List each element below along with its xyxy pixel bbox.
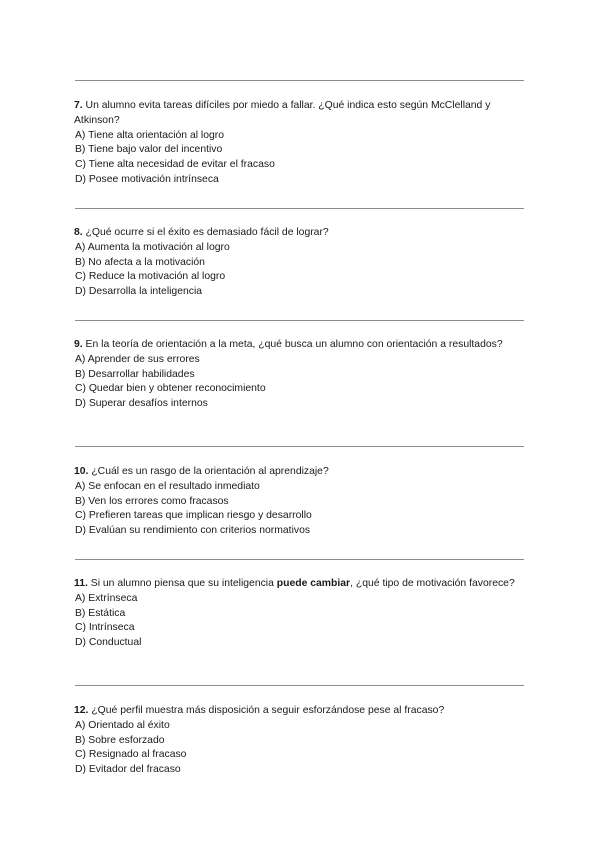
question-10 [74, 465, 534, 539]
option-d: D) Evitador del fracaso [75, 764, 181, 776]
option-b: B) Desarrollar habilidades [75, 368, 195, 380]
question-text: En la teoría de orientación a la meta, ¿qué busca un alumno con orientación a resultados? [82, 339, 503, 350]
question-11 [74, 577, 534, 651]
option-d: D) Posee motivación intrínseca [75, 173, 219, 185]
option-c: C) Prefieren tareas que implican riesgo y desarrollo [75, 510, 312, 522]
option-c: C) Resignado al fracaso [75, 749, 187, 761]
question-number: 7. [74, 100, 83, 111]
question-number: 9. [74, 339, 83, 350]
option-a: A) Se enfocan en el resultado inmediato [75, 480, 260, 492]
separator-line [75, 320, 524, 321]
question-stem [74, 577, 534, 592]
question-text-continued: , ¿qué tipo de motivación favorece? [350, 578, 515, 589]
separator-line [75, 80, 524, 81]
option-a: A) Aumenta la motivación al logro [75, 241, 230, 253]
question-number: 10. [74, 466, 89, 477]
question-text: Un alumno evita tareas difíciles por miedo a fallar. ¿Qué indica esto según McClelland y Atkinson? [74, 100, 491, 126]
option-b: B) No afecta a la motivación [75, 256, 205, 268]
question-text: ¿Qué ocurre si el éxito es demasiado fácil de lograr? [82, 227, 329, 238]
option-c: C) Tiene alta necesidad de evitar el fracaso [75, 159, 275, 171]
question-8 [74, 226, 534, 300]
option-a: A) Tiene alta orientación al logro [75, 129, 225, 141]
option-a: A) Aprender de sus errores [75, 353, 200, 365]
question-number: 8. [74, 227, 83, 238]
option-d: D) Superar desafíos internos [75, 398, 208, 410]
option-c: C) Reduce la motivación al logro [75, 271, 226, 283]
separator-line [75, 685, 524, 686]
option-c: C) Intrínseca [75, 622, 135, 634]
question-stem [74, 226, 534, 241]
question-number: 12. [74, 705, 89, 716]
question-9 [74, 338, 534, 412]
question-text: Si un alumno piensa que su inteligencia [87, 578, 277, 589]
question-text: ¿Cuál es un rasgo de la orientación al aprendizaje? [88, 466, 329, 477]
question-number: 11. [74, 578, 88, 589]
option-c: C) Quedar bien y obtener reconocimiento [75, 383, 266, 395]
option-a: A) Orientado al éxito [75, 719, 170, 731]
question-7 [74, 99, 534, 188]
question-stem [74, 338, 534, 353]
option-d: D) Evalúan su rendimiento con criterios normativos [75, 525, 311, 537]
option-b: B) Tiene bajo valor del incentivo [75, 144, 223, 156]
separator-line [75, 446, 524, 447]
option-d: D) Conductual [75, 637, 142, 649]
emphasized-text: puede cambiar [276, 578, 351, 589]
question-text: ¿Qué perfil muestra más disposición a seguir esforzándose pese al fracaso? [88, 705, 445, 716]
separator-line [75, 208, 524, 209]
option-b: B) Sobre esforzado [75, 734, 165, 746]
option-b: B) Ven los errores como fracasos [75, 495, 229, 507]
option-d: D) Desarrolla la inteligencia [75, 286, 203, 298]
option-a: A) Extrínseca [75, 592, 138, 604]
question-stem [74, 99, 534, 129]
question-stem [74, 704, 534, 719]
separator-line [75, 559, 524, 560]
question-12 [74, 704, 534, 778]
option-b: B) Estática [75, 607, 126, 619]
question-stem [74, 465, 534, 480]
